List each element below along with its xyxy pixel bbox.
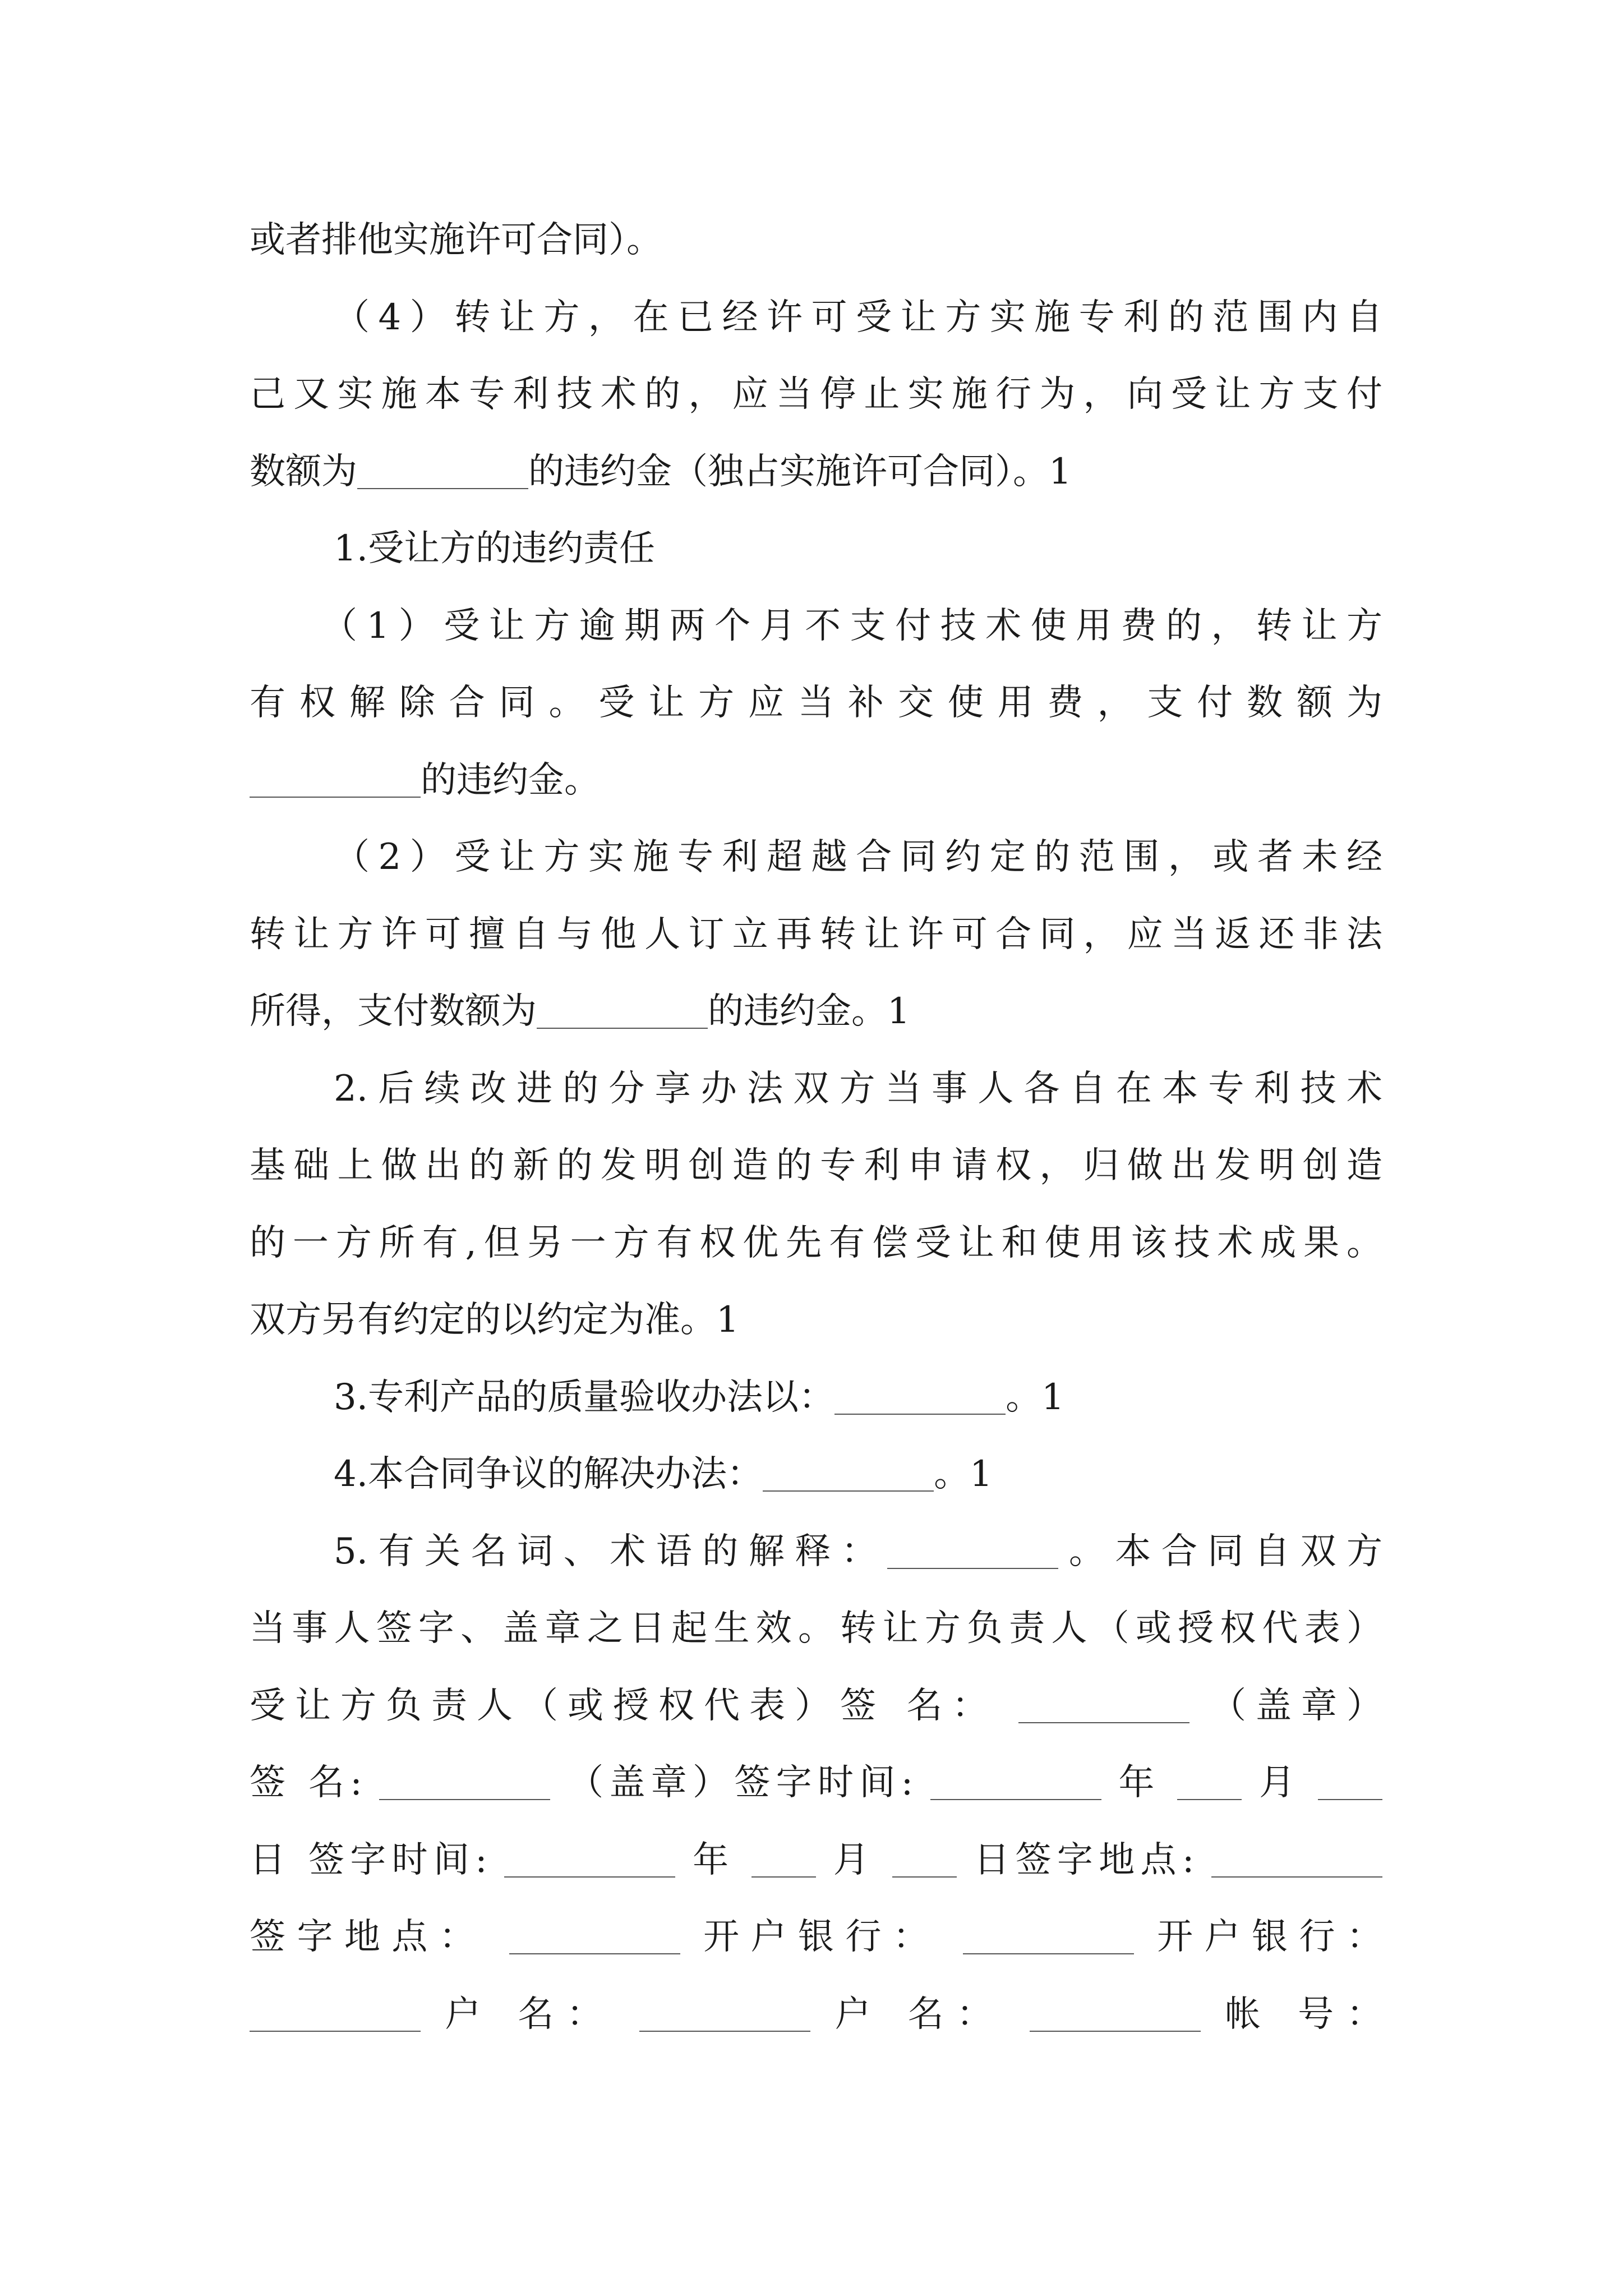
blank-field (763, 1459, 934, 1492)
clause-4-line-3 (250, 434, 1382, 511)
paragraph-line (250, 202, 1382, 279)
text: 有权解除合同。受让方应当补交使用费，支付数额为 (250, 682, 1382, 724)
item-2-line-1 (250, 1051, 1382, 1128)
clause-2-line-3 (250, 973, 1382, 1051)
text: （2）受让方实施专利超越合同约定的范围，或者未经 (334, 836, 1382, 878)
text: 。本合同自双方 (1058, 1530, 1383, 1572)
blank-field (250, 1999, 421, 2032)
text: 的违约金。1 (708, 991, 910, 1032)
text: 基础上做出的新的发明创造的专利申请权，归做出发明创造 (250, 1145, 1382, 1186)
blank-field (357, 457, 528, 489)
item-4 (250, 1436, 1382, 1513)
contract-page (250, 202, 1382, 2053)
text: 转让方许可擅自与他人订立再转让许可合同，应当返还非法 (250, 913, 1382, 955)
text: 签字地点： (250, 1916, 487, 1958)
blank-field (537, 996, 708, 1029)
blank-field (504, 1845, 675, 1878)
text: 的违约金。 (421, 759, 600, 801)
text: 日签字地点: (974, 1839, 1195, 1881)
text: 3.专利产品的质量验收办法以： (334, 1376, 835, 1418)
clause-2-line-1 (250, 819, 1382, 896)
blank-field (887, 1536, 1058, 1569)
text: 。1 (934, 1453, 993, 1495)
signature-line-5 (250, 1976, 1382, 2054)
text: 的违约金（独占实施许可合同）。1 (528, 450, 1072, 493)
blank-field (250, 765, 421, 798)
clause-1-line-2 (250, 665, 1382, 742)
signature-line-1 (250, 1668, 1382, 1745)
text: 2.后续改进的分享办法双方当事人各自在本专利技术 (334, 1068, 1382, 1110)
item-2-line-4 (250, 1282, 1382, 1359)
text: （盖章） (1210, 1685, 1383, 1727)
blank-field (1177, 1768, 1242, 1800)
blank-field (751, 1845, 816, 1878)
blank-field (509, 1922, 680, 1954)
text: 当事人签字、盖章之日起生效。转让方负责人（或授权代表） (250, 1608, 1382, 1649)
blank-field (834, 1382, 1006, 1415)
blank-field (1318, 1768, 1382, 1800)
text: 1.受让方的违约责任 (334, 528, 656, 569)
blank-field (1018, 1691, 1189, 1723)
blank-field (963, 1922, 1134, 1954)
item-5-line-1 (250, 1513, 1382, 1591)
text: 帐 号： (1224, 1993, 1382, 2035)
text: （4）转让方，在已经许可受让方实施专利的范围内自 (334, 296, 1382, 338)
text: 所得，支付数额为 (250, 991, 537, 1032)
clause-1-line-1 (250, 588, 1382, 665)
text: 数额为 (250, 450, 357, 493)
text: 户 名： (445, 1993, 616, 2035)
clause-4-line-2 (250, 356, 1382, 434)
blank-field (379, 1768, 550, 1800)
text: 开户银行： (1157, 1916, 1383, 1958)
text: 签 名: (250, 1762, 362, 1803)
text: 月 (833, 1839, 875, 1881)
text: 双方另有约定的以约定为准。1 (250, 1299, 739, 1341)
text: （盖章）签字时间: (568, 1762, 914, 1803)
text: 户 名： (834, 1993, 1006, 2035)
blank-field (1030, 1999, 1201, 2032)
item-3 (250, 1359, 1382, 1437)
item-2-line-3 (250, 1205, 1382, 1282)
text: 4.本合同争议的解决办法： (334, 1453, 763, 1495)
blank-field (930, 1768, 1101, 1800)
text: 或者排他实施许可合同）。 (250, 219, 662, 261)
text: 己又实施本专利技术的，应当停止实施行为，向受让方支付 (250, 374, 1382, 415)
text: 月 (1259, 1762, 1301, 1803)
blank-field (1211, 1845, 1382, 1878)
text: （1）受让方逾期两个月不支付技术使用费的，转让方 (321, 605, 1382, 647)
signature-line-4 (250, 1899, 1382, 1976)
item-2-line-2 (250, 1128, 1382, 1205)
text: 。1 (1006, 1376, 1064, 1418)
text: 5.有关名词、术语的解释： (334, 1530, 888, 1572)
text: 受让方负责人（或授权代表）签 名： (250, 1685, 998, 1727)
signature-line-3 (250, 1822, 1382, 1899)
blank-field (892, 1845, 957, 1878)
section-heading (250, 510, 1382, 588)
blank-field (639, 1999, 810, 2032)
text: 的一方所有,但另一方有权优先有偿受让和使用该技术成果。 (250, 1222, 1382, 1264)
signature-line-2 (250, 1745, 1382, 1822)
clause-2-line-2 (250, 896, 1382, 974)
item-5-line-2 (250, 1590, 1382, 1668)
text: 开户银行： (703, 1916, 940, 1958)
clause-1-line-3 (250, 742, 1382, 820)
clause-4-line-1 (250, 279, 1382, 357)
text: 年 (693, 1839, 735, 1881)
text: 年 (1118, 1762, 1160, 1803)
text: 日 签字时间: (250, 1839, 487, 1881)
